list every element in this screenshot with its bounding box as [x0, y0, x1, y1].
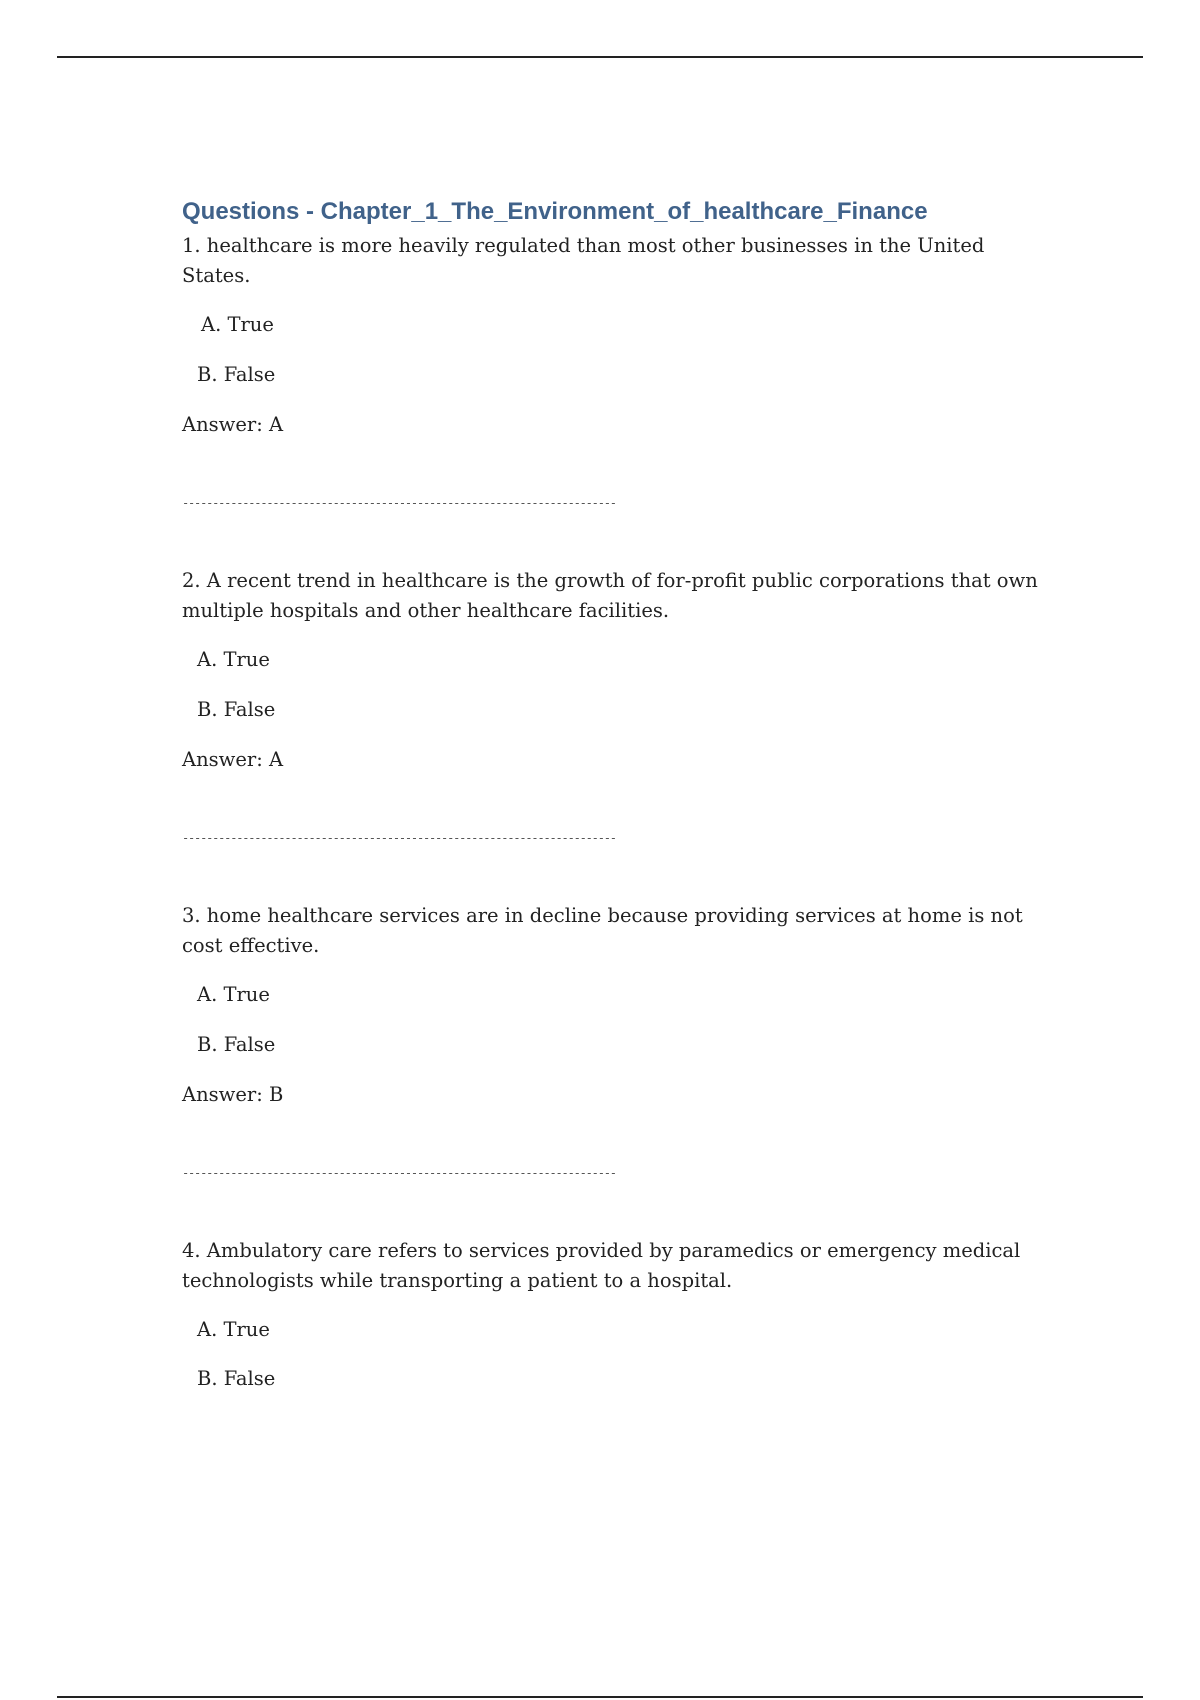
- separator-line: ------------------------------------------------------------------------: [182, 831, 616, 845]
- footer-rule: [57, 1696, 1143, 1698]
- option-a: A. True: [197, 1318, 270, 1341]
- option-b: B. False: [197, 698, 276, 721]
- separator-line: ------------------------------------------------------------------------: [182, 1166, 616, 1180]
- answer-text: Answer: B: [182, 1083, 284, 1106]
- question-3: [182, 901, 1042, 1180]
- option-a: A. True: [197, 983, 270, 1006]
- document-body: [182, 193, 1042, 1394]
- answer-text: Answer: A: [182, 748, 284, 771]
- question-text: 4. Ambulatory care refers to services provided by paramedics or emergency medical technologists while transporting a patient to a hospital.: [182, 1239, 1021, 1292]
- question-text: 2. A recent trend in healthcare is the growth of for-profit public corporations that own multiple hospitals and other healthcare facilities.: [182, 569, 1038, 622]
- option-a: A. True: [201, 313, 274, 336]
- question-2: [182, 566, 1042, 845]
- separator-line: ------------------------------------------------------------------------: [182, 496, 616, 510]
- document-title: Questions - Chapter_1_The_Environment_of_healthcare_Finance: [182, 198, 928, 225]
- question-4: [182, 1236, 1042, 1394]
- header-rule: [57, 56, 1143, 58]
- option-b: B. False: [197, 1033, 276, 1056]
- option-b: B. False: [197, 1367, 276, 1390]
- question-text: 3. home healthcare services are in decline because providing services at home is not cost effective.: [182, 904, 1023, 957]
- answer-text: Answer: A: [182, 413, 284, 436]
- question-text: 1. healthcare is more heavily regulated than most other businesses in the United States.: [182, 234, 985, 287]
- option-b: B. False: [197, 363, 276, 386]
- option-a: A. True: [197, 648, 270, 671]
- question-1: [182, 231, 1042, 510]
